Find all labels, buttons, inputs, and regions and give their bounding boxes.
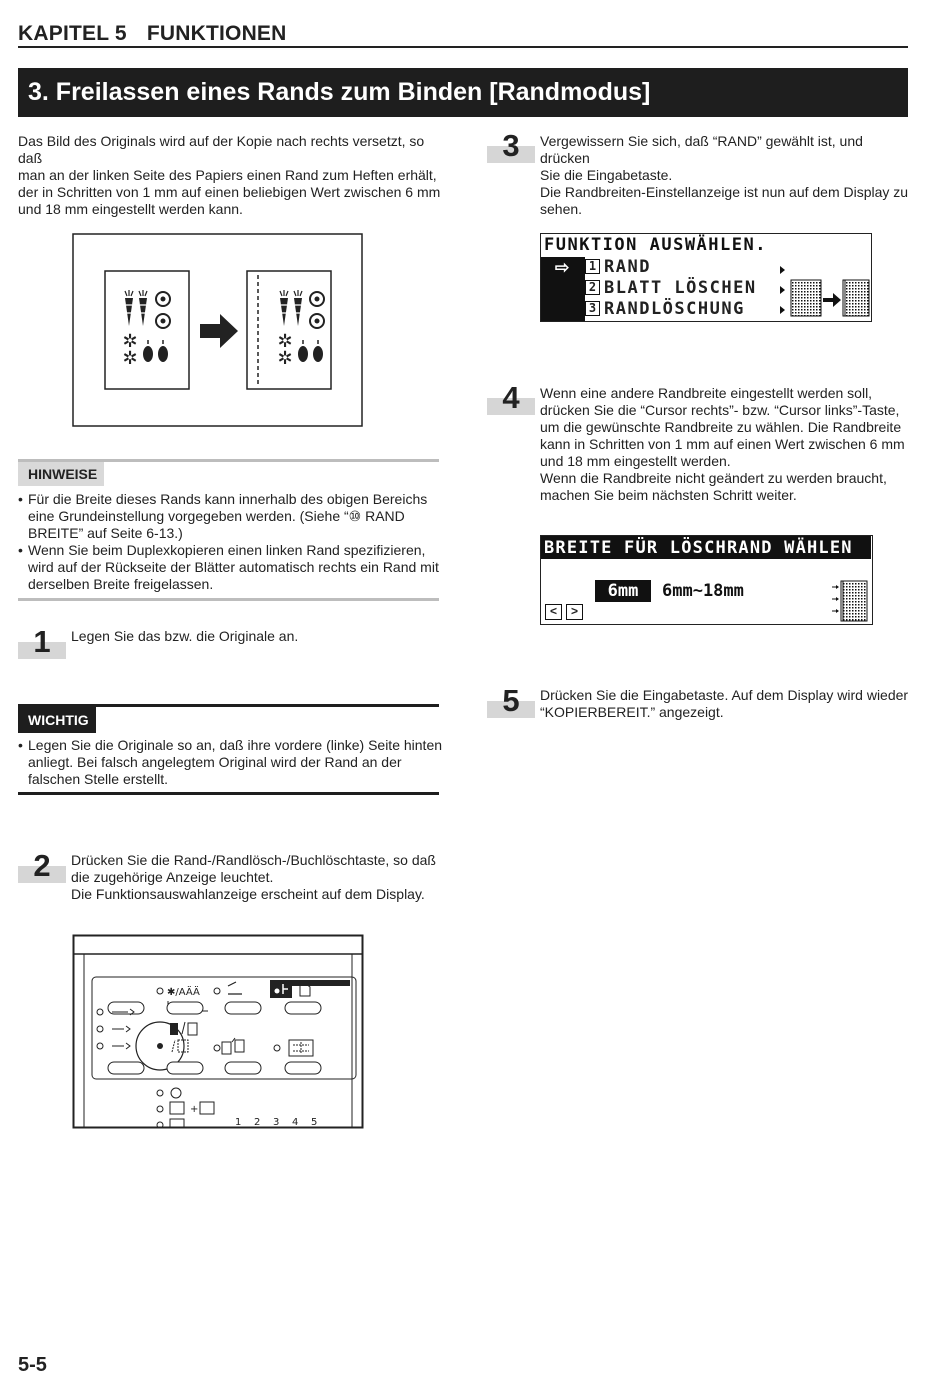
note-item: [18, 491, 443, 542]
step-2-text: [71, 852, 451, 903]
panel-number: 1: [235, 1117, 242, 1128]
step-line: Die Funktionsauswahlanzeige erscheint auf dem Display.: [71, 886, 425, 902]
step-line: und 18 mm eingestellt werden.: [540, 453, 731, 469]
option-label: BLATT LÖSCHEN: [604, 277, 757, 298]
notes-bottom-rule: [18, 598, 439, 601]
step-line: “KOPIERBEREIT.” angezeigt.: [540, 704, 724, 720]
margin-shift-illustration: [72, 233, 364, 428]
step-line: Sie die Eingabetaste.: [540, 167, 673, 183]
step-line: Legen Sie das bzw. die Originale an.: [71, 628, 299, 644]
chapter-number: 5: [114, 22, 127, 45]
control-panel-illustration: [72, 934, 365, 1130]
step-line: kann in Schritten von 1 mm auf einen Wert zwischen 6 mm: [540, 436, 905, 452]
svg-text:+: +: [190, 1104, 199, 1115]
intro-line: der in Schritten von 1 mm auf einen beliebigen Wert zwischen 6 mm: [18, 184, 441, 200]
lcd2-selected-width[interactable]: 6mm: [595, 580, 651, 602]
star-flower-icon: [277, 331, 292, 369]
panel-number: 4: [292, 1117, 299, 1128]
step-3-text: [540, 133, 912, 218]
warning-label: WICHTIG: [18, 707, 96, 733]
erase-button[interactable]: [225, 1002, 261, 1014]
step-line: Drücken Sie die Rand-/Randlösch-/Buchlöschtaste, so daß: [71, 852, 436, 868]
note-line: wird auf der Rückseite der Blätter automatisch rechts ein Rand mit: [28, 559, 439, 575]
svg-text:✲: ✲: [277, 348, 293, 369]
warning-line: falschen Stelle erstellt.: [28, 771, 169, 787]
ratio-label: ✱/AÄÄ: [167, 987, 200, 998]
step-line: Wenn eine andere Randbreite eingestellt werden soll,: [540, 385, 873, 401]
note-line: • Für die Breite dieses Rands kann innerhalb des obigen Bereichs: [28, 491, 428, 507]
copy-page: [247, 271, 331, 389]
panel-number: 5: [311, 1117, 318, 1128]
lcd-width-select: [540, 535, 873, 625]
lcd2-title: BREITE FÜR LÖSCHRAND WÄHLEN: [544, 538, 853, 558]
step-number: 4: [502, 380, 520, 415]
chapter-title: FUNKTIONEN: [146, 22, 287, 45]
note-line: BREITE” auf Seite 6-13.): [28, 525, 183, 541]
lcd1-option-list: [585, 256, 785, 319]
lcd2-width-range: 6mm~18mm: [662, 581, 744, 601]
note-line: • Wenn Sie beim Duplexkopieren einen linken Rand spezifizieren,: [28, 542, 426, 558]
step-1-text: [71, 628, 441, 645]
lcd1-title: FUNKTION AUSWÄHLEN.: [544, 235, 767, 255]
svg-text:✲: ✲: [122, 331, 138, 352]
step-number: 3: [502, 128, 520, 163]
intro-line: und 18 mm eingestellt werden kann.: [18, 201, 243, 217]
chapter-heading: [18, 22, 287, 46]
margin-shift-lcd-icon: [777, 264, 871, 320]
step-4-text: [540, 385, 912, 504]
warning-line: anliegt. Bei falsch angelegtem Original wird der Rand an der: [28, 754, 402, 770]
option-label: RANDLÖSCHUNG: [604, 298, 745, 319]
step-line: sehen.: [540, 201, 583, 217]
panel-number: 2: [254, 1117, 261, 1128]
margin-page-icon: [831, 580, 869, 622]
chapter-word: KAPITEL: [18, 22, 109, 45]
step-line: drücken Sie die “Cursor rechts”- bzw. “Cursor links”-Taste,: [540, 402, 900, 418]
step-line: machen Sie beim nächsten Schritt weiter.: [540, 487, 797, 503]
warning-line: • Legen Sie die Originale so an, daß ihre vordere (linke) Seite hinten: [28, 737, 443, 753]
step-line: Vergewissern Sie sich, daß “RAND” gewählt ist, und drücken: [540, 133, 863, 166]
warning-list: [18, 737, 443, 788]
note-line: derselben Breite freigelassen.: [28, 576, 214, 592]
note-line: eine Grundeinstellung vorgegeben werden. (Siehe “⑩ RAND: [28, 508, 405, 524]
notes-list: [18, 491, 443, 593]
option-label: RAND: [604, 256, 651, 277]
step-number: 2: [33, 848, 51, 883]
warning-bottom-rule: [18, 792, 439, 795]
option-number: 1: [585, 259, 600, 274]
cursor-left-icon[interactable]: <: [545, 604, 562, 620]
step-line: Wenn die Randbreite nicht geändert zu werden braucht,: [540, 470, 887, 486]
original-page: [105, 271, 189, 389]
page-number: 5-5: [18, 1354, 47, 1376]
warning-item: [18, 737, 443, 788]
star-flower-icon: [122, 331, 137, 369]
step-5-text: [540, 687, 912, 721]
step-number: 1: [33, 624, 51, 659]
lcd1-option-rand[interactable]: [585, 256, 785, 277]
lcd-function-select: [540, 233, 872, 322]
step-line: Die Randbreiten-Einstellanzeige ist nun auf dem Display zu: [540, 184, 909, 200]
intro-line: man an der linken Seite des Papiers einen Rand zum Heften erhält,: [18, 167, 437, 183]
svg-text:✲: ✲: [277, 331, 293, 352]
step-number: 5: [502, 683, 520, 718]
margin-mode-icon: [270, 980, 292, 998]
notes-label: HINWEISE: [18, 462, 104, 486]
step-line: um die gewünschte Randbreite zu wählen. Die Randbreite: [540, 419, 902, 435]
step-line: die zugehörige Anzeige leuchtet.: [71, 869, 274, 885]
lcd1-option-randloeschung[interactable]: [585, 298, 785, 319]
section-title: 3. Freilassen eines Rands zum Binden [Randmodus]: [28, 78, 651, 106]
option-number: 3: [585, 301, 600, 316]
chapter-rule: [18, 46, 908, 48]
panel-number: 3: [273, 1117, 280, 1128]
intro-paragraph: [18, 133, 448, 218]
margin-button[interactable]: [285, 1002, 321, 1014]
step-line: Drücken Sie die Eingabetaste. Auf dem Display wird wieder: [540, 687, 909, 703]
intro-line: Das Bild des Originals wird auf der Kopie nach rechts versetzt, so daß: [18, 133, 425, 166]
selection-arrow-icon: ⇨: [555, 258, 570, 277]
note-item: [18, 542, 443, 593]
cursor-right-icon[interactable]: >: [566, 604, 583, 620]
svg-text:✲: ✲: [122, 348, 138, 369]
lcd1-option-blatt-loeschen[interactable]: [585, 277, 785, 298]
option-number: 2: [585, 280, 600, 295]
